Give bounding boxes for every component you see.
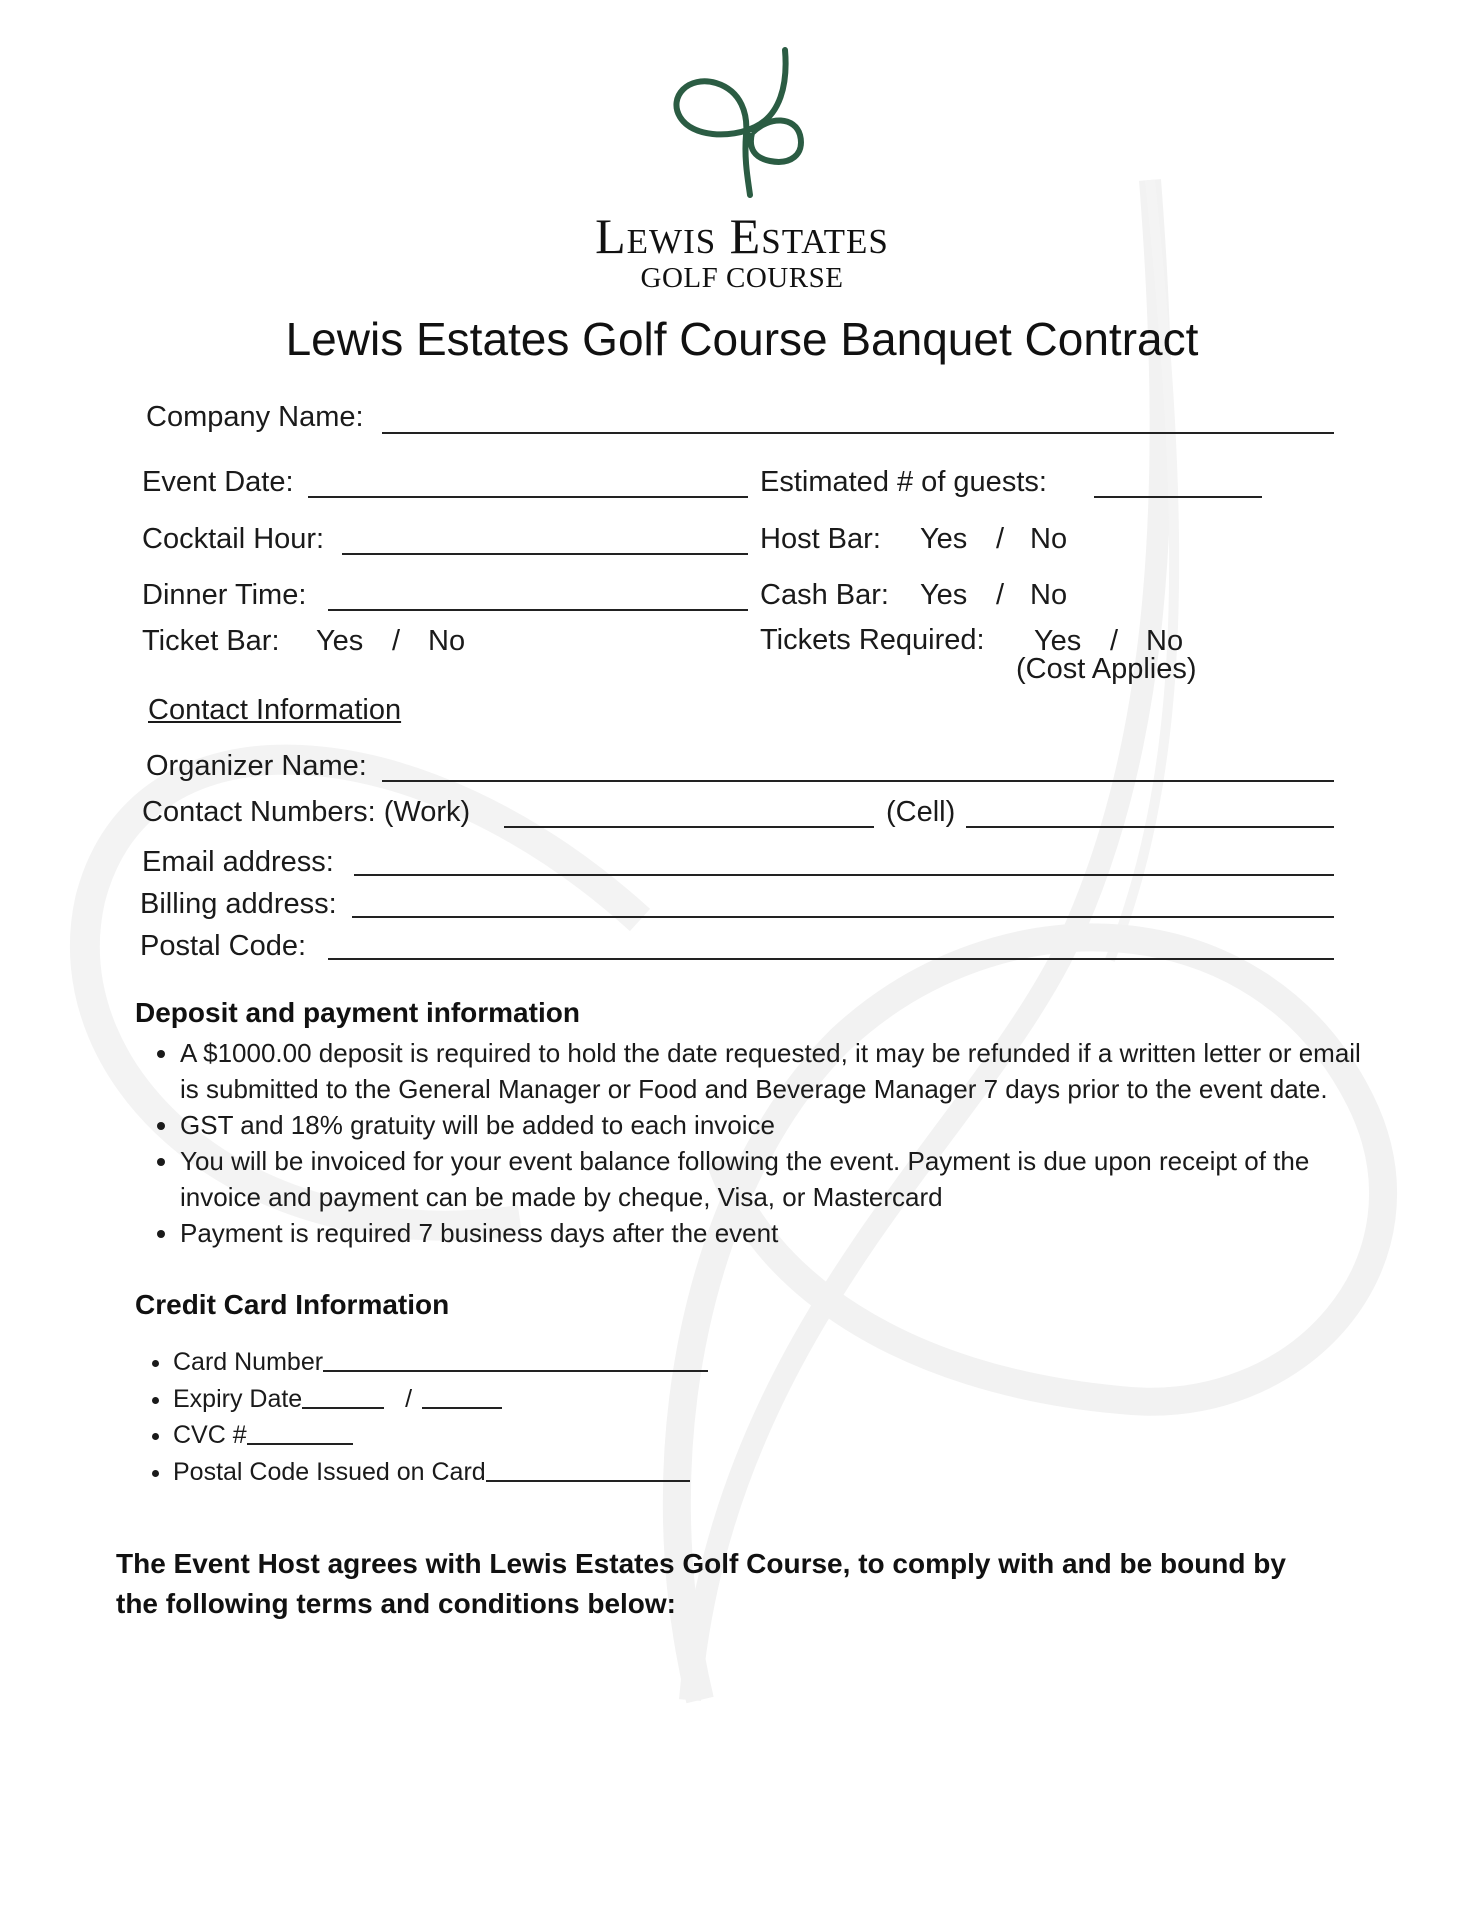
tickets-required-yes[interactable]: Yes xyxy=(1034,625,1082,657)
list-item: • Payment is required 7 business days after the event xyxy=(180,1215,1380,1251)
logo-subtitle: GOLF COURSE xyxy=(640,262,844,294)
company-name-label: Company Name: xyxy=(146,401,364,433)
card-number-field[interactable] xyxy=(323,1370,708,1372)
ticket-bar-no[interactable]: No xyxy=(428,625,466,657)
cash-bar-yes[interactable]: Yes xyxy=(920,579,968,611)
email-field[interactable] xyxy=(354,874,1334,876)
list-item: • A $1000.00 deposit is required to hold the date requested, it may be refunded if a written letter or email is submitted to the General Manager or Food and Beverage Manager 7 days prior to the event date. xyxy=(180,1035,1380,1107)
cvc-field[interactable] xyxy=(247,1443,353,1445)
guests-field[interactable] xyxy=(1094,496,1262,498)
organizer-name-label: Organizer Name: xyxy=(146,750,367,782)
list-item xyxy=(173,1417,708,1454)
event-date-label: Event Date: xyxy=(142,466,294,498)
host-bar-no[interactable]: No xyxy=(1030,523,1068,555)
list-item xyxy=(173,1344,708,1381)
work-number-label: Contact Numbers: (Work) xyxy=(142,796,471,828)
golf-course-logo-icon xyxy=(670,45,820,200)
card-postal-code-label: Postal Code Issued on Card xyxy=(173,1457,486,1486)
logo-wordmark: Lewis Estates xyxy=(595,208,889,264)
tickets-required-label: Tickets Required: xyxy=(760,624,985,656)
list-item: • GST and 18% gratuity will be added to each invoice xyxy=(180,1107,1380,1143)
dinner-time-field[interactable] xyxy=(328,609,748,611)
organizer-name-field[interactable] xyxy=(382,780,1334,782)
cvc-label: CVC # xyxy=(173,1421,247,1449)
tickets-required-slash: / xyxy=(1110,625,1119,657)
card-postal-code-field[interactable] xyxy=(486,1480,690,1482)
credit-card-list xyxy=(136,1344,708,1490)
card-number-label: Card Number xyxy=(173,1348,324,1376)
billing-address-label: Billing address: xyxy=(140,888,337,920)
cocktail-hour-label: Cocktail Hour: xyxy=(142,523,325,555)
deposit-list xyxy=(140,1035,1380,1251)
host-bar-yes[interactable]: Yes xyxy=(920,523,968,555)
list-item xyxy=(173,1454,708,1491)
work-number-field[interactable] xyxy=(504,826,874,828)
billing-address-field[interactable] xyxy=(352,916,1334,918)
company-name-field[interactable] xyxy=(382,432,1334,434)
expiry-year-field[interactable] xyxy=(422,1407,502,1409)
postal-code-label: Postal Code: xyxy=(140,930,307,962)
cell-number-field[interactable] xyxy=(966,826,1334,828)
list-item: • You will be invoiced for your event balance following the event. Payment is due upon receipt of the invoice and payment can be made by cheque, Visa, or Mastercard xyxy=(180,1143,1380,1215)
ticket-bar-label: Ticket Bar: xyxy=(142,625,280,657)
expiry-slash: / xyxy=(405,1384,413,1413)
cash-bar-no[interactable]: No xyxy=(1030,579,1068,611)
expiry-date-label: Expiry Date xyxy=(173,1384,303,1413)
agreement-statement: The Event Host agrees with Lewis Estates Golf Course, to comply with and be bound by the following terms and conditions below: xyxy=(116,1548,1286,1619)
host-bar-label: Host Bar: xyxy=(760,523,881,555)
guests-label: Estimated # of guests: xyxy=(760,466,1047,498)
cost-applies-note: (Cost Applies) xyxy=(1016,653,1197,685)
cash-bar-label: Cash Bar: xyxy=(760,579,889,611)
postal-code-field[interactable] xyxy=(328,958,1334,960)
deposit-heading: Deposit and payment information xyxy=(135,997,580,1028)
credit-card-heading: Credit Card Information xyxy=(135,1289,450,1320)
page-title: Lewis Estates Golf Course Banquet Contract xyxy=(285,313,1199,365)
cell-number-label: (Cell) xyxy=(886,796,956,828)
ticket-bar-slash: / xyxy=(392,625,401,657)
cocktail-hour-field[interactable] xyxy=(342,553,748,555)
ticket-bar-yes[interactable]: Yes xyxy=(316,625,364,657)
host-bar-slash: / xyxy=(996,523,1005,555)
cash-bar-slash: / xyxy=(996,579,1005,611)
email-label: Email address: xyxy=(142,846,334,878)
expiry-month-field[interactable] xyxy=(302,1407,384,1409)
contact-information-heading: Contact Information xyxy=(148,694,402,726)
dinner-time-label: Dinner Time: xyxy=(142,579,307,611)
event-date-field[interactable] xyxy=(308,496,748,498)
list-item xyxy=(173,1381,708,1418)
tickets-required-no[interactable]: No xyxy=(1146,625,1184,657)
